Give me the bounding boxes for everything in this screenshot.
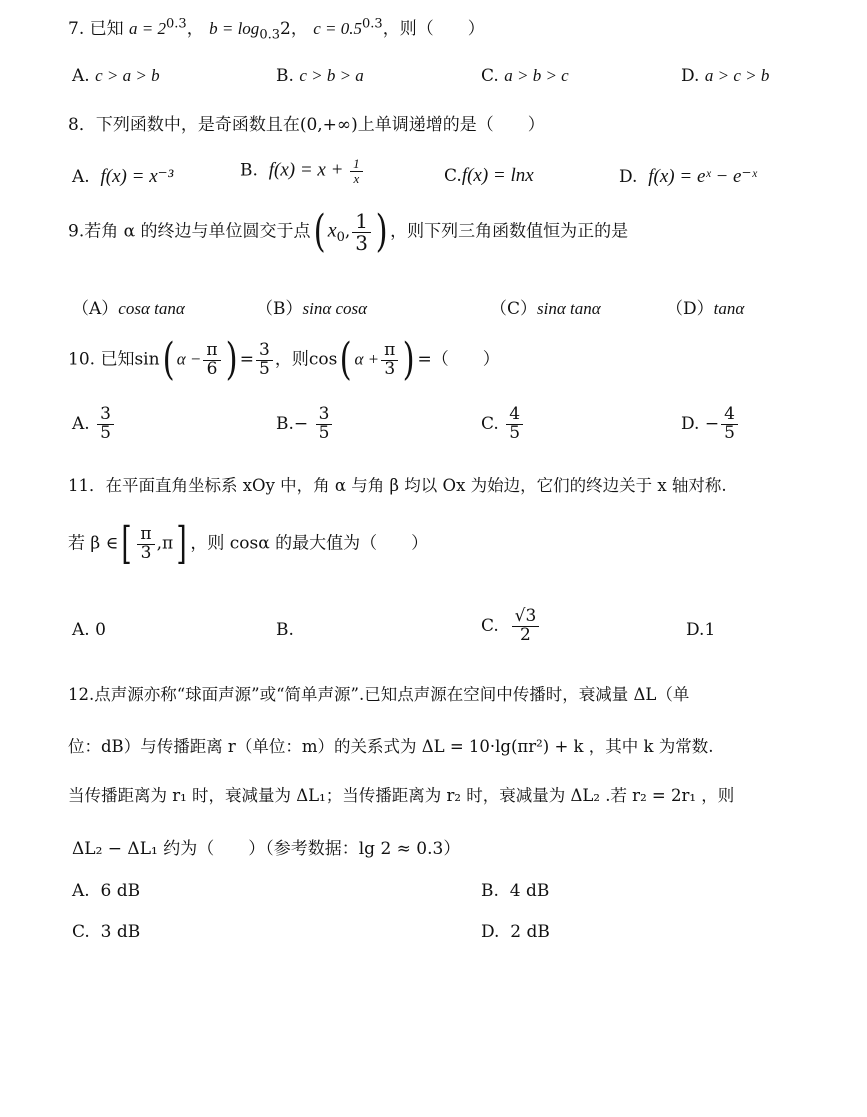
q7-option-d[interactable] xyxy=(681,66,769,86)
q9-fraction xyxy=(352,208,371,255)
fraction-denominator: 5 xyxy=(724,422,735,443)
q11-line2-pre: 若 β ∈ xyxy=(68,533,119,554)
option-text: f(x) = x + xyxy=(268,159,349,181)
right-bracket: ] xyxy=(176,518,187,569)
question-12-line3: 当传播距离为 r₁ 时，衰减量为 ΔL₁；当传播距离为 r₂ 时，衰减量为 ΔL₂ .若 r₂ = 2r₁ ，则 xyxy=(68,786,735,805)
q11-option-d[interactable] xyxy=(686,620,715,640)
q9-option-a[interactable] xyxy=(72,294,185,319)
right-paren: ) xyxy=(225,334,238,385)
option-label: A. xyxy=(72,620,90,640)
fraction-denominator: 3 xyxy=(355,230,368,255)
q7-option-c[interactable] xyxy=(481,66,569,86)
left-bracket: [ xyxy=(121,518,132,569)
question-11-line2 xyxy=(68,518,429,569)
fraction-numerator: √3 xyxy=(512,608,540,627)
fraction-denominator: 3 xyxy=(384,358,396,379)
q9-stem-post: ，则下列三角函数值恒为正的是 xyxy=(390,221,629,242)
question-12-line4: ΔL₂ − ΔL₁ 约为（ ）（参考数据：lg 2 ≈ 0.3） xyxy=(72,839,461,859)
q8-stem-post: 上单调递增的是（ ） xyxy=(357,115,545,135)
q10-option-d[interactable] xyxy=(681,406,740,443)
q7-c-expr: c = 0.5 xyxy=(313,19,363,38)
q11-pi-over-3 xyxy=(137,523,154,563)
fraction-denominator: 5 xyxy=(509,422,521,443)
q8-option-c[interactable] xyxy=(444,165,534,187)
q8-interval: (0,+∞) xyxy=(299,115,358,135)
option-label: D. xyxy=(481,922,500,942)
option-sign: − xyxy=(293,413,309,434)
left-paren: ( xyxy=(162,334,175,385)
fraction-numerator: π xyxy=(137,526,154,545)
q9-option-d[interactable] xyxy=(666,294,744,319)
option-label: C. xyxy=(481,413,499,434)
option-label: C. xyxy=(481,66,499,86)
fraction-denominator: 5 xyxy=(318,422,330,443)
q10-option-b[interactable] xyxy=(276,406,334,443)
option-fraction xyxy=(721,406,738,443)
option-label: C. xyxy=(444,166,462,186)
q7-b-sub: 0.3 xyxy=(259,27,280,43)
option-label: B. xyxy=(276,413,294,434)
q10-label: 10. 已知 xyxy=(68,349,135,370)
option-text: 6 dB xyxy=(100,881,141,901)
q9-option-c[interactable] xyxy=(490,294,601,319)
option-text: a > c > b xyxy=(704,66,770,85)
q12-option-a[interactable] xyxy=(72,881,140,901)
option-label: A. xyxy=(72,167,90,187)
fraction-numerator: 3 xyxy=(97,406,114,425)
option-label: D. xyxy=(681,66,700,86)
option-text: 3 dB xyxy=(100,922,141,942)
q12-option-b[interactable] xyxy=(481,881,549,901)
left-paren: ( xyxy=(313,206,326,257)
option-text: tanα xyxy=(713,299,745,318)
fraction-numerator: 3 xyxy=(316,406,333,425)
q10-pi-over-6 xyxy=(203,339,220,379)
q8-option-a[interactable] xyxy=(72,165,173,188)
option-text: 2 dB xyxy=(510,922,550,942)
q10-equals: = xyxy=(239,349,255,370)
option-label: C. xyxy=(481,615,499,636)
q7-a-expr: a = 2 xyxy=(129,19,167,38)
q7-option-b[interactable] xyxy=(276,66,364,86)
fraction-numerator: 3 xyxy=(256,342,273,361)
fraction-numerator: π xyxy=(203,342,220,361)
question-12-line1: 12.点声源亦称“球面声源”或“简单声源”.已知点声源在空间中传播时，衰减量 ΔL（单 xyxy=(68,685,690,704)
question-8-stem xyxy=(68,110,545,135)
q10-sin: sin xyxy=(134,349,160,370)
option-fraction xyxy=(97,406,114,443)
q8-b-fraction xyxy=(350,157,363,185)
option-text: f(x) = lnx xyxy=(461,165,534,186)
option-label: （D） xyxy=(666,299,714,319)
option-sign: − xyxy=(704,413,720,434)
option-label: D. xyxy=(619,167,638,187)
q8-stem-pre: 8．下列函数中，是奇函数且在 xyxy=(68,115,300,135)
option-text: 0 xyxy=(95,620,106,640)
q11-option-b[interactable] xyxy=(276,620,294,640)
q11-line2-post: ，则 cosα 的最大值为（ ） xyxy=(190,533,429,554)
fraction-denominator: x xyxy=(353,170,360,186)
fraction-numerator: 1 xyxy=(352,211,371,233)
fraction-denominator: 5 xyxy=(100,422,111,443)
question-9-stem: 9.若角 α 的终边与单位圆交于点( $x_0$, $\frac{1}{3}$ ) ，则下列三角函数值恒为正的是 xyxy=(68,206,629,257)
option-label: B. xyxy=(481,881,499,901)
question-7-stem: 7. 已知 $a = 2^{0.3}$， $b = \log_{0.3}2$， $c = 0.5^{0.3}$，则（ ） xyxy=(68,16,485,43)
q7-tail: ，则（ ） xyxy=(382,19,485,39)
q10-option-a[interactable] xyxy=(72,406,116,443)
option-label: B. xyxy=(240,160,258,181)
option-label: （A） xyxy=(72,299,119,319)
q8-option-b[interactable] xyxy=(240,157,365,185)
right-paren: ) xyxy=(402,334,415,385)
question-10-stem xyxy=(68,334,500,385)
fraction-numerator: π xyxy=(381,342,398,361)
q11-option-c[interactable] xyxy=(481,608,541,645)
q11-interval-tail: ,π xyxy=(156,533,174,554)
q11-option-a[interactable] xyxy=(72,620,106,640)
option-text: cosα tanα xyxy=(118,299,185,318)
left-paren: ( xyxy=(339,334,352,385)
option-fraction xyxy=(506,406,523,443)
question-12-line2: 位：dB）与传播距离 r（单位：m）的关系式为 ΔL = 10·lg(πr²) + k ，其中 k 为常数. xyxy=(68,737,714,756)
q9-stem-pre: 9.若角 α 的终边与单位圆交于点 xyxy=(68,221,311,242)
right-paren: ) xyxy=(375,206,388,257)
fraction-denominator: 6 xyxy=(206,358,218,379)
option-label: A. xyxy=(72,413,90,434)
fraction-denominator: 5 xyxy=(259,358,270,379)
option-label: D. xyxy=(686,620,705,640)
fraction-numerator: 4 xyxy=(721,406,738,425)
option-label: A. xyxy=(72,66,90,86)
option-text: f(x) = eˣ − e⁻ˣ xyxy=(648,166,757,187)
q9-point-sub: 0 xyxy=(336,229,345,245)
q12-option-c[interactable] xyxy=(72,922,140,942)
option-text: 4 dB xyxy=(509,881,550,901)
option-label: （B） xyxy=(256,299,303,319)
q9-point-x: x xyxy=(327,219,337,242)
option-label: B. xyxy=(276,66,294,86)
fraction-numerator: 4 xyxy=(506,406,523,425)
q12-option-d[interactable] xyxy=(481,922,550,942)
fraction-denominator: 3 xyxy=(140,542,152,563)
fraction-numerator: 1 xyxy=(350,157,363,172)
q10-then: ，则 xyxy=(274,349,309,370)
q7-b-expr: b = log xyxy=(209,19,260,38)
q7-b-tail: 2 xyxy=(280,19,291,39)
q10-pi-over-3 xyxy=(381,339,398,379)
option-text: sinα tanα xyxy=(537,299,601,318)
option-text: sinα cosα xyxy=(302,299,368,318)
q10-tail: =（ ） xyxy=(417,349,500,370)
q7-label: 7. 已知 xyxy=(68,19,124,39)
option-fraction xyxy=(512,608,540,645)
q9-option-b[interactable] xyxy=(256,294,367,319)
q8-option-d[interactable] xyxy=(619,165,757,188)
option-fraction xyxy=(316,406,333,443)
q7-a-exp: 0.3 xyxy=(166,16,187,32)
option-label: （C） xyxy=(490,299,538,319)
option-label: C. xyxy=(72,922,90,942)
option-text: f(x) = x⁻³ xyxy=(100,166,174,187)
q10-option-c[interactable] xyxy=(481,406,525,443)
q10-alpha-plus: α + xyxy=(354,349,380,369)
fraction-denominator: 2 xyxy=(520,624,531,645)
question-11-line1: 11．在平面直角坐标系 xOy 中，角 α 与角 β 均以 Ox 为始边，它们的终边关于 x 轴对称. xyxy=(68,476,727,495)
q10-cos: cos xyxy=(308,349,338,370)
option-text: c > a > b xyxy=(95,66,160,85)
q7-option-a[interactable] xyxy=(72,66,160,86)
q7-c-exp: 0.3 xyxy=(362,16,383,32)
q10-three-fifths xyxy=(256,339,273,379)
q10-alpha-minus: α − xyxy=(176,349,202,369)
option-text: a > b > c xyxy=(504,66,569,85)
option-label: B. xyxy=(276,620,294,640)
option-label: A. xyxy=(72,881,90,901)
option-label: D. xyxy=(681,413,700,434)
option-text: c > b > a xyxy=(299,66,364,85)
option-text: 1 xyxy=(704,620,716,640)
